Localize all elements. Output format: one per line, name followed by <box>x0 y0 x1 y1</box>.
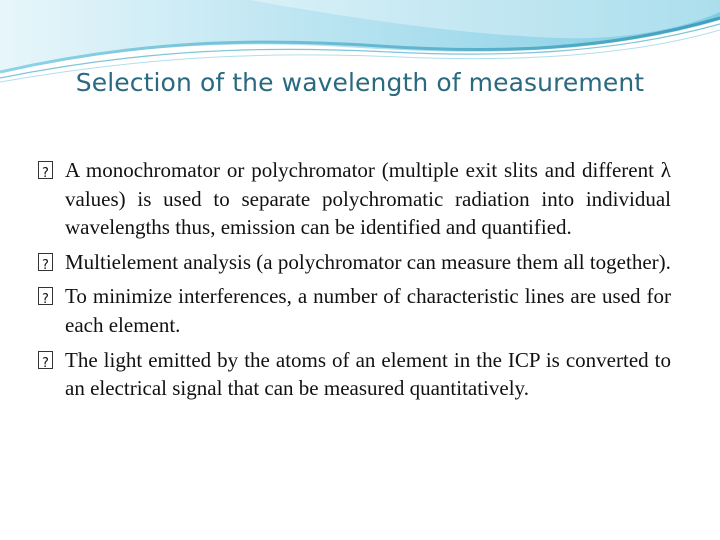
bullet-item <box>38 248 671 277</box>
bullet-text: A monochromator or polychromator (multiple exit slits and different λ values) is used to separate polychromatic radiation into individual wavelengths thus, emission can be identified and quantified. <box>65 158 671 240</box>
bullet-item <box>38 282 671 339</box>
missing-glyph-box-icon <box>38 253 53 271</box>
missing-glyph-box-icon <box>38 287 53 305</box>
missing-glyph-box-icon <box>38 161 53 179</box>
slide-title: Selection of the wavelength of measurement <box>75 68 645 97</box>
bullet-text: Multielement analysis (a polychromator can measure them all together). <box>65 249 671 274</box>
bullet-text: The light emitted by the atoms of an element in the ICP is converted to an electrical signal that can be measured quantitatively. <box>65 347 671 401</box>
bullet-item <box>38 346 671 403</box>
bullet-text: To minimize interferences, a number of characteristic lines are used for each element. <box>65 284 671 337</box>
missing-glyph-box-icon <box>38 351 53 369</box>
bullet-list <box>38 156 671 409</box>
bullet-item <box>38 156 671 242</box>
